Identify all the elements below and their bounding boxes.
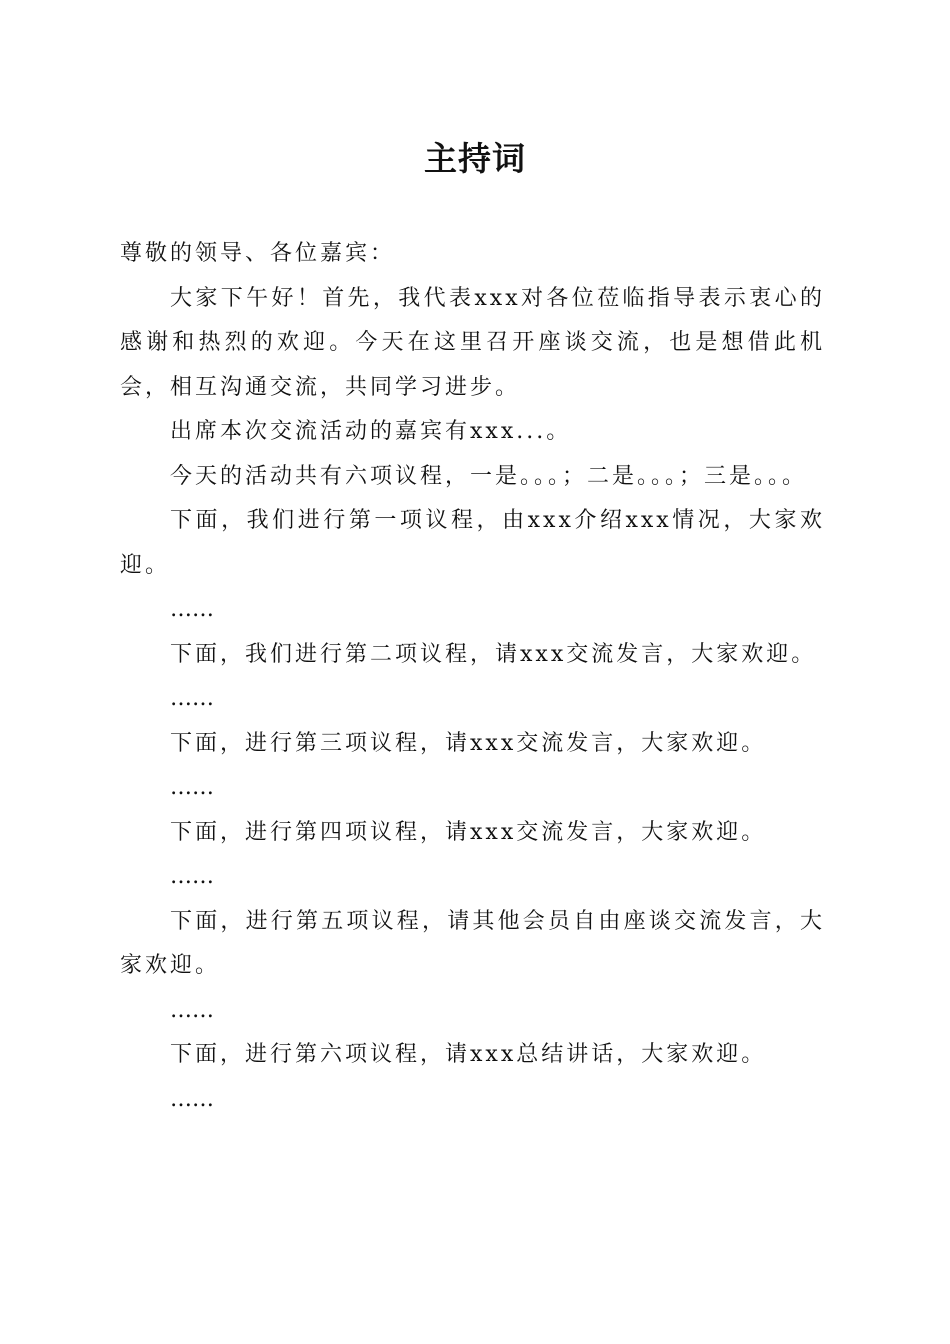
paragraph-item-4: 下面，进行第四项议程，请xxx交流发言，大家欢迎。 <box>170 819 767 845</box>
paragraph-item-5: 下面，进行第五项议程，请其他会员自由座谈交流发言，大家欢迎。 <box>120 908 825 978</box>
ellipsis-1: …… <box>170 597 214 622</box>
paragraph-item-3: 下面，进行第三项议程，请xxx交流发言，大家欢迎。 <box>170 730 767 756</box>
paragraph-agenda: 今天的活动共有六项议程，一是。。。；二是。。。；三是。。。 <box>170 463 808 489</box>
paragraph-guests: 出席本次交流活动的嘉宾有xxx...。 <box>170 419 572 444</box>
paragraph-item-6: 下面，进行第六项议程，请xxx总结讲话，大家欢迎。 <box>170 1042 767 1067</box>
salutation: 尊敬的领导、各位嘉宾： <box>120 241 396 266</box>
ellipsis-3: …… <box>170 775 214 800</box>
paragraph-item-1: 下面，我们进行第一项议程，由xxx介绍xxx情况，大家欢迎。 <box>120 508 825 578</box>
document-title: 主持词 <box>424 139 526 178</box>
document-body <box>120 232 825 1122</box>
ellipsis-4: …… <box>170 864 214 889</box>
ellipsis-5: …… <box>170 997 214 1023</box>
ellipsis-2: …… <box>170 686 214 711</box>
paragraph-opening: 大家下午好！首先，我代表xxx对各位莅临指导表示衷心的感谢和热烈的欢迎。今天在这里召开座谈交流，也是想借此机会，相互沟通交流，共同学习进步。 <box>120 285 825 400</box>
paragraph-item-2: 下面，我们进行第二项议程，请xxx交流发言，大家欢迎。 <box>170 641 817 667</box>
ellipsis-6: …… <box>170 1086 214 1112</box>
